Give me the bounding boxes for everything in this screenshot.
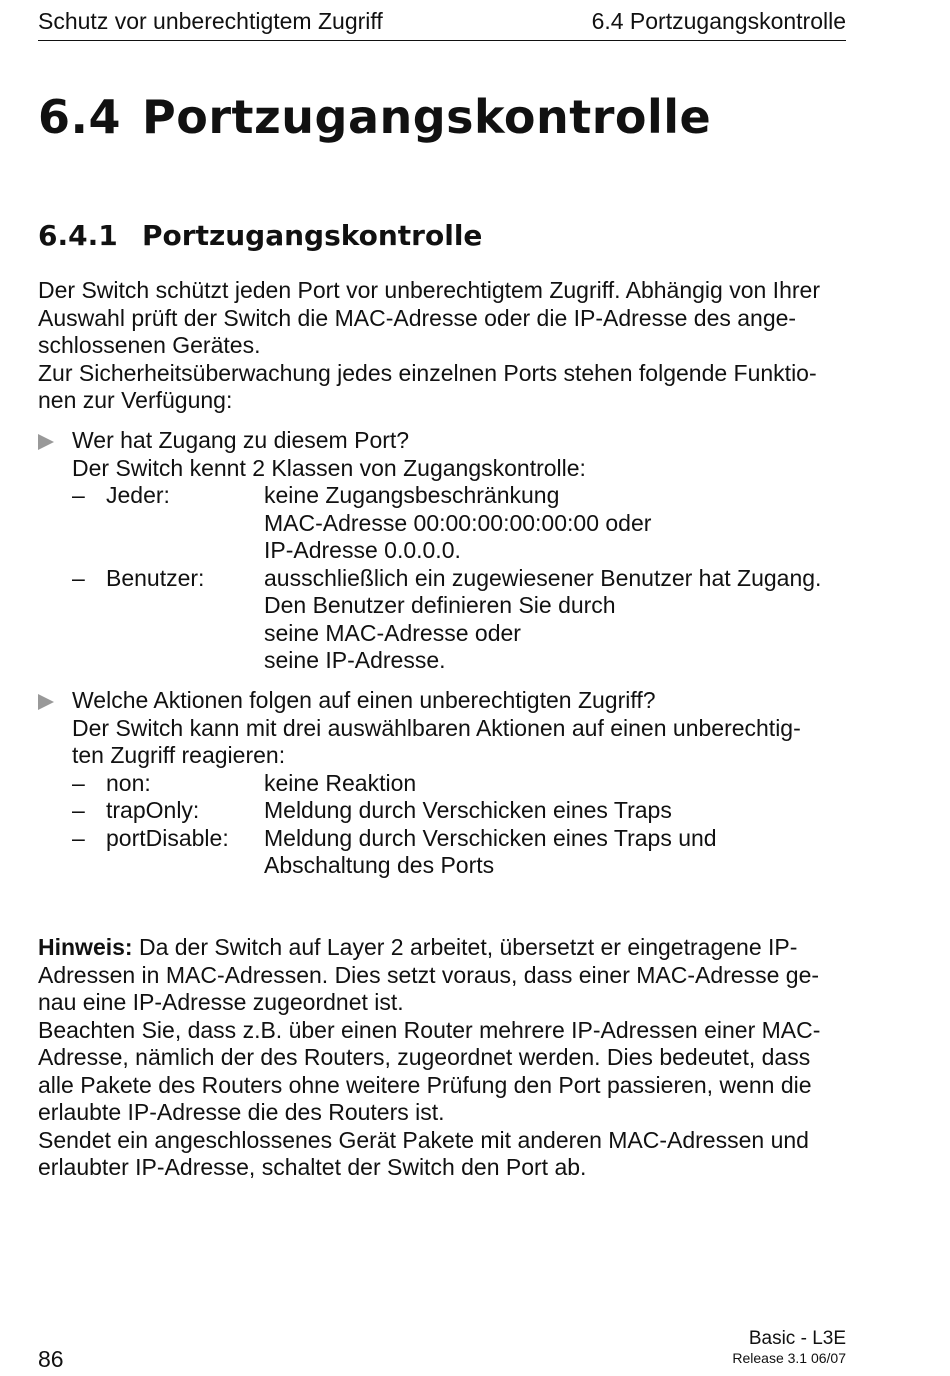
page-number: 86 — [38, 1346, 64, 1372]
item-description-line: Den Benutzer definieren Sie durch — [264, 592, 616, 618]
section-heading — [38, 90, 711, 144]
item-label: trapOnly: — [106, 797, 200, 823]
item-description — [264, 797, 848, 825]
note-paragraph — [38, 934, 848, 1182]
item-description — [264, 482, 848, 565]
section-number: 6.4 — [38, 90, 121, 144]
triangle-bullet-icon — [38, 694, 54, 710]
text-line: Beachten Sie, dass z.B. über einen Router mehrere IP-Adressen einer MAC- — [38, 1016, 821, 1043]
text-line: Adresse, nämlich der des Routers, zugeordnet werden. Dies bedeutet, dass — [38, 1044, 811, 1070]
subsection-heading — [38, 219, 482, 252]
item-description-line: seine IP-Adresse. — [264, 647, 446, 673]
action-item — [72, 825, 848, 880]
text-line: Da der Switch auf Layer 2 arbeitet, übersetzt er eingetragene IP- — [132, 934, 798, 960]
text-line: Auswahl prüft der Switch die MAC-Adresse oder die IP-Adresse des ange- — [38, 304, 797, 331]
item-description-line: ausschließlich ein zugewiesener Benutzer hat Zugang. — [264, 564, 822, 591]
text-line: nen zur Verfügung: — [38, 387, 233, 413]
text-line: Sendet ein angeschlossenes Gerät Pakete mit anderen MAC-Adressen und — [38, 1126, 809, 1153]
item-description — [264, 825, 848, 880]
text-line: erlaubte IP-Adresse die des Routers ist. — [38, 1099, 445, 1125]
item-description-line: seine MAC-Adresse oder — [264, 619, 521, 646]
item-description — [264, 565, 848, 675]
text-line: schlossenen Gerätes. — [38, 332, 261, 358]
header-section-title: 6.4 Portzugangskontrolle — [591, 8, 846, 34]
header-chapter-title: Schutz vor unberechtigtem Zugriff — [38, 8, 383, 34]
dash-marker: – — [72, 482, 85, 508]
item-description-line: keine Reaktion — [264, 769, 417, 796]
item-description-line: Meldung durch Verschicken eines Traps und — [264, 824, 717, 851]
section-title: Portzugangskontrolle — [142, 90, 712, 144]
item-label: Benutzer: — [106, 564, 205, 591]
intro-paragraph — [38, 277, 848, 415]
text-line: nau eine IP-Adresse zugeordnet ist. — [38, 989, 404, 1015]
note-label: Hinweis: — [38, 934, 133, 960]
dash-marker: – — [72, 824, 85, 851]
subsection-number: 6.4.1 — [38, 219, 118, 252]
access-class-item — [72, 482, 848, 565]
item-label: Jeder: — [106, 482, 170, 508]
item-description-line: keine Zugangsbeschränkung — [264, 482, 560, 508]
text-line: alle Pakete des Routers ohne weitere Prüfung den Port passieren, wenn die — [38, 1071, 812, 1098]
bullet-question: Welche Aktionen folgen auf einen unberechtigten Zugriff? — [72, 687, 656, 713]
footer-release-info — [732, 1328, 846, 1366]
text-line: Adressen in MAC-Adressen. Dies setzt voraus, dass einer MAC-Adresse ge- — [38, 961, 820, 988]
dash-marker: – — [72, 769, 85, 796]
bullet-question: Wer hat Zugang zu diesem Port? — [72, 427, 410, 453]
bullet-actions — [38, 687, 848, 880]
item-description-line: MAC-Adresse 00:00:00:00:00:00 oder — [264, 509, 652, 536]
subsection-title: Portzugangskontrolle — [142, 219, 483, 252]
item-label: portDisable: — [106, 824, 229, 851]
item-description-line: Abschaltung des Ports — [264, 852, 495, 878]
item-description-line: IP-Adresse 0.0.0.0. — [264, 537, 461, 563]
item-label: non: — [106, 769, 151, 796]
text-line: erlaubter IP-Adresse, schaltet der Switch den Port ab. — [38, 1154, 587, 1180]
item-description-line: Meldung durch Verschicken eines Traps — [264, 797, 672, 823]
dash-marker: – — [72, 564, 85, 591]
access-class-item — [72, 565, 848, 675]
item-description — [264, 770, 848, 798]
text-line: Zur Sicherheitsüberwachung jedes einzelnen Ports stehen folgende Funktio- — [38, 359, 817, 386]
triangle-bullet-icon — [38, 434, 54, 450]
product-name: Basic - L3E — [748, 1328, 846, 1349]
action-item — [72, 770, 848, 798]
release-info: Release 3.1 06/07 — [732, 1350, 846, 1366]
text-line: Der Switch schützt jeden Port vor unberechtigtem Zugriff. Abhängig von Ihrer — [38, 277, 820, 303]
action-item — [72, 797, 848, 825]
bullet-access-control — [38, 427, 848, 675]
dash-marker: – — [72, 797, 85, 823]
bullet-text-line: ten Zugriff reagieren: — [72, 742, 286, 768]
bullet-text-line: Der Switch kennt 2 Klassen von Zugangskontrolle: — [72, 454, 586, 481]
bullet-text-line: Der Switch kann mit drei auswählbaren Aktionen auf einen unberechtig- — [72, 714, 801, 741]
running-header — [38, 6, 846, 41]
